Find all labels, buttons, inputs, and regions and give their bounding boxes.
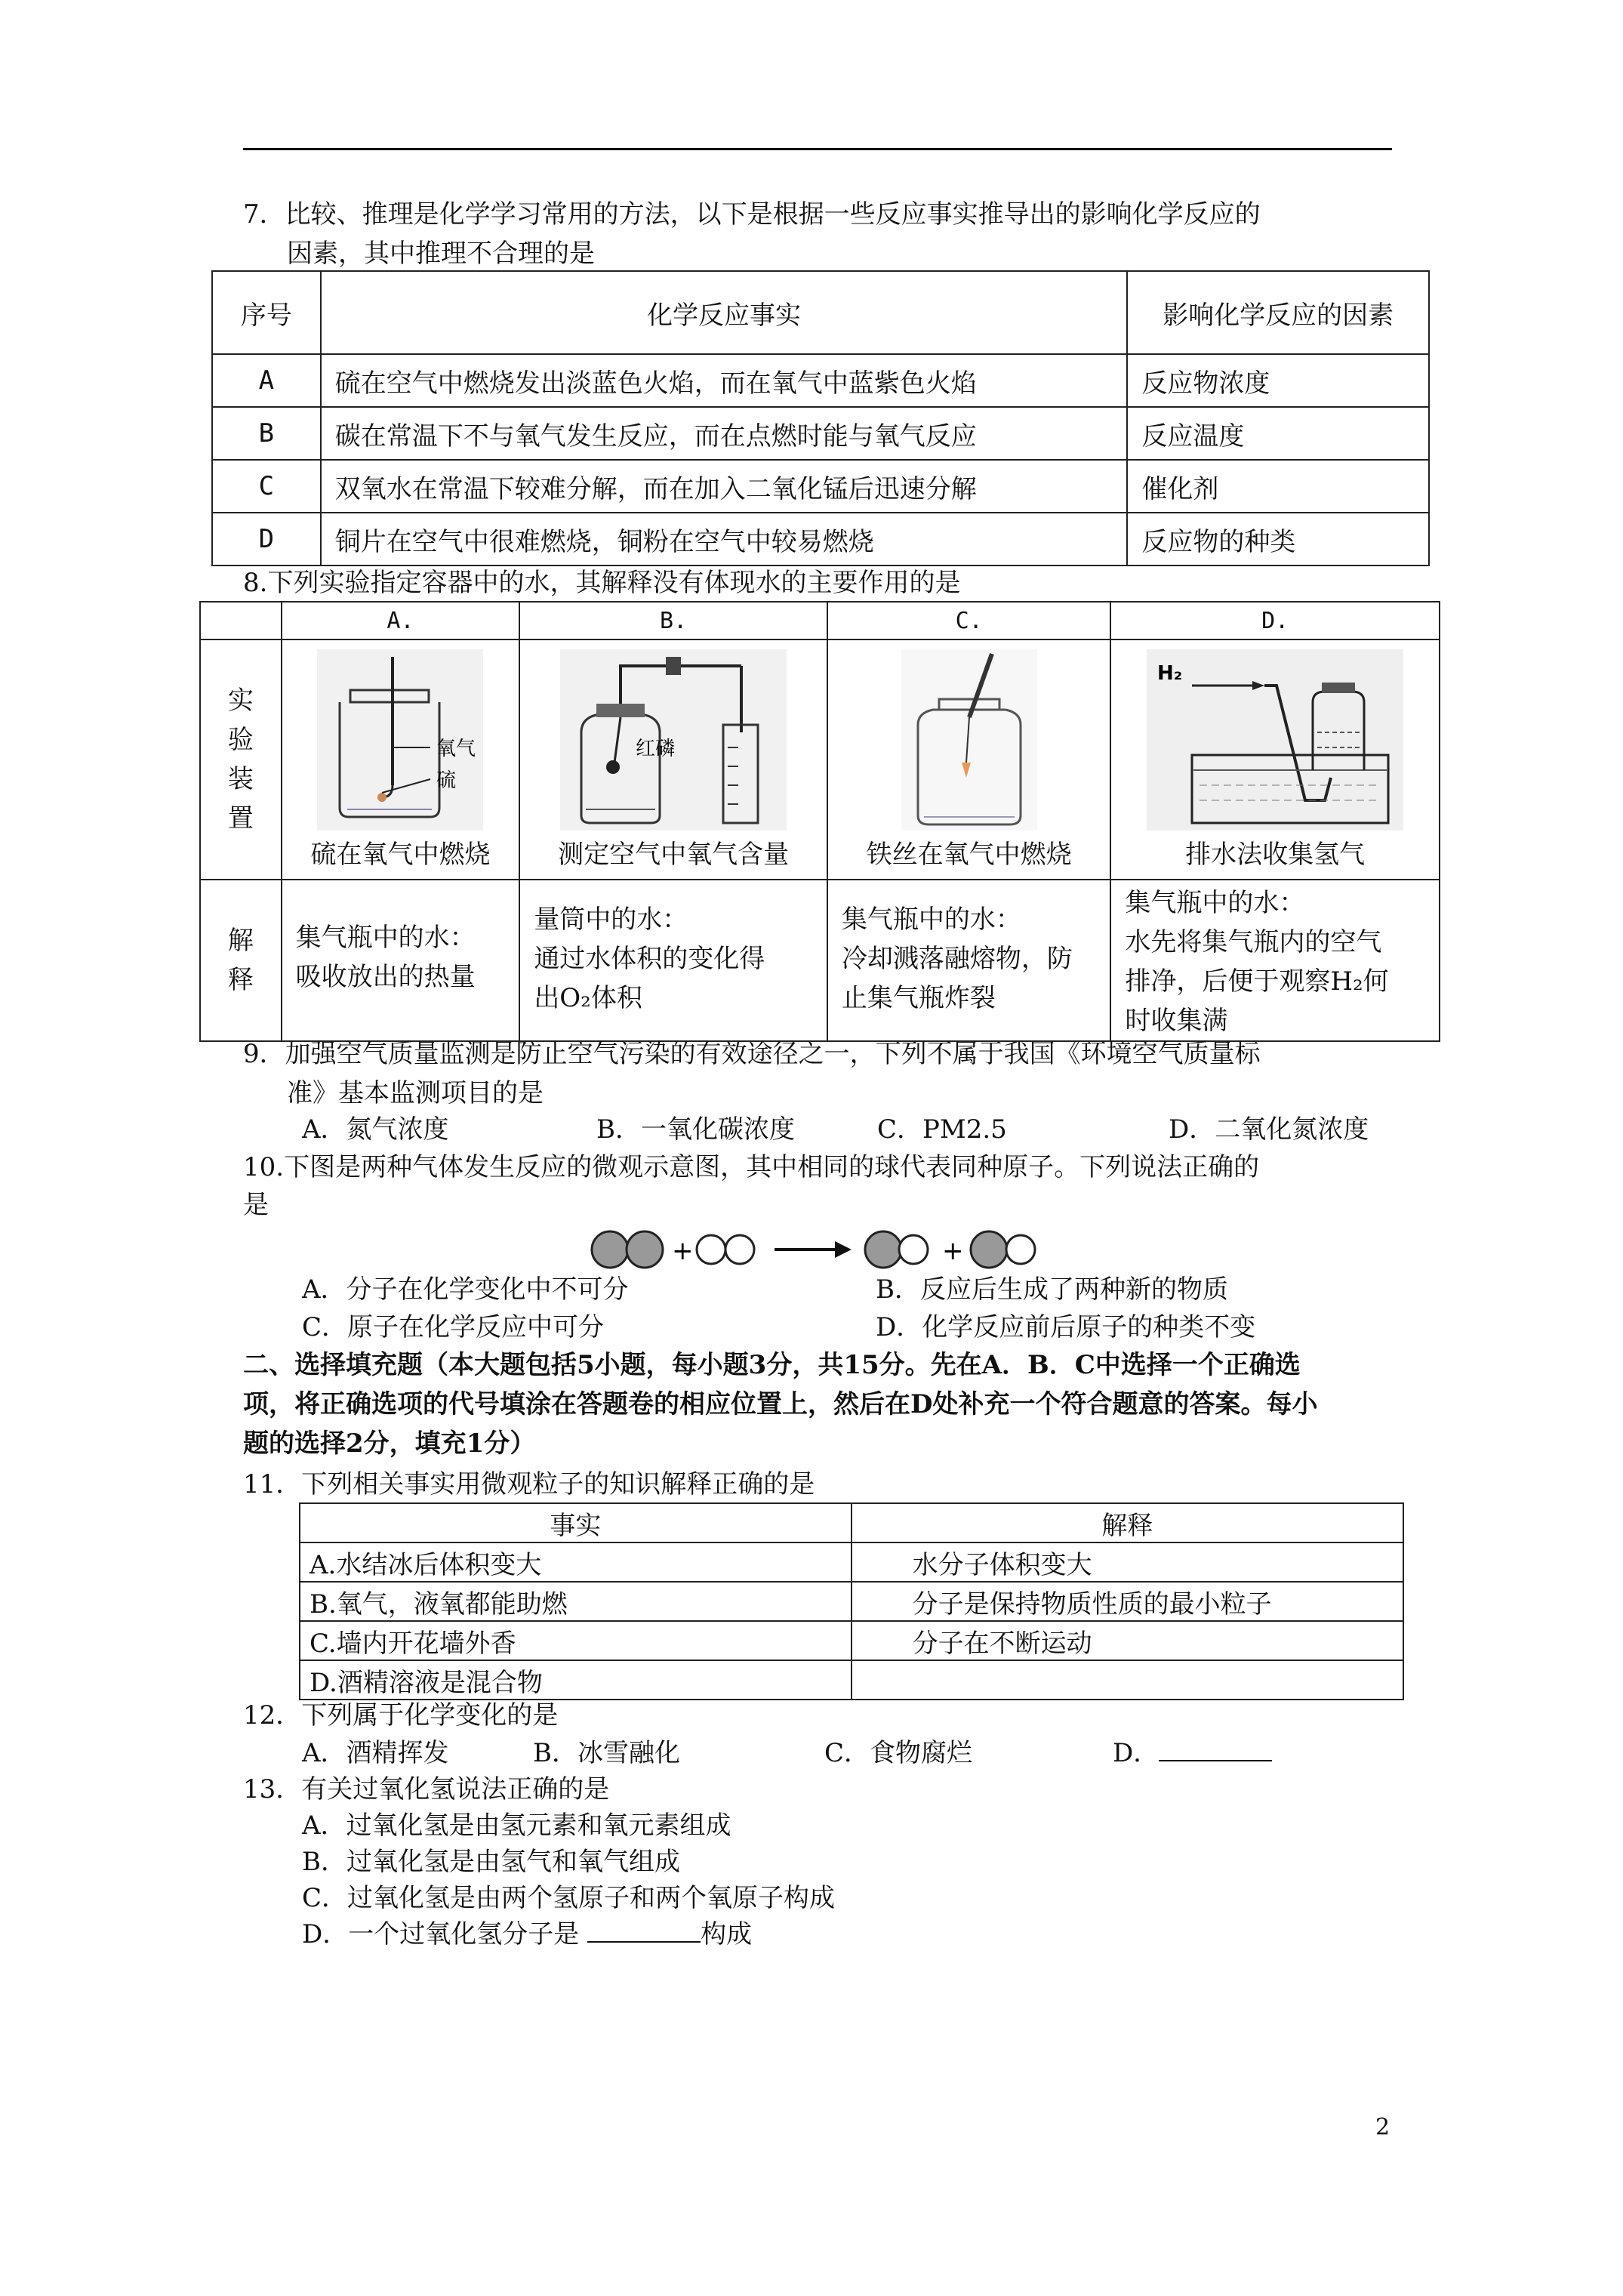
q12-stem: 12．下列属于化学变化的是 <box>243 1700 559 1730</box>
q12-answer-blank[interactable] <box>1159 1737 1272 1761</box>
q8-row-label-explanation: 解 释 <box>200 880 282 1041</box>
q9-option-a: A．氮气浓度 <box>302 1114 449 1145</box>
q12-option-a: A．酒精挥发 <box>302 1738 449 1768</box>
q8-option-b: B. <box>519 602 827 639</box>
reaction-micro-diagram <box>589 1223 1057 1276</box>
q7-row-a-index: A <box>212 354 321 407</box>
q8-apparatus-c <box>827 639 1111 880</box>
q13-option-b: B．过氧化氢是由氢气和氧气组成 <box>302 1847 680 1877</box>
q8-apparatus-d <box>1110 639 1440 880</box>
q7-row-c-factor: 催化剂 <box>1127 460 1429 513</box>
q13-option-c: C．过氧化氢是由两个氢原子和两个氧原子构成 <box>302 1883 836 1913</box>
q13-answer-blank[interactable] <box>587 1918 701 1943</box>
q8-apparatus-a <box>282 639 520 880</box>
q7-header-fact: 化学反应事实 <box>321 271 1128 354</box>
q9-stem-line2: 准》基本监测项目的是 <box>287 1078 544 1108</box>
q10-option-d: D．化学反应前后原子的种类不变 <box>876 1312 1256 1342</box>
q7-row-d-fact: 铜片在空气中很难燃烧，铜粉在空气中较易燃烧 <box>321 513 1128 566</box>
section2-heading-line3: 题的选择2分，填充1分） <box>243 1428 536 1459</box>
q10-stem-line1: 10.下图是两种气体发生反应的微观示意图，其中相同的球代表同种原子。下列说法正确的 <box>243 1152 1260 1182</box>
sulfur-burning-diagram <box>317 649 483 831</box>
q10-stem-line2: 是 <box>243 1190 269 1220</box>
q8-explanation-d: 集气瓶中的水： 水先将集气瓶内的空气 排净，后便于观察H₂何 时收集满 <box>1110 880 1440 1041</box>
q9-stem-line1: 9．加强空气质量监测是防止空气污染的有效途径之一，下列不属于我国《环境空气质量标 <box>243 1039 1261 1069</box>
q9-option-d: D．二氧化氮浓度 <box>1169 1114 1369 1145</box>
q8-caption-b: 测定空气中氧气含量 <box>558 839 790 870</box>
phosphorus-label: 红磷 <box>636 737 676 760</box>
q7-header-factor: 影响化学反应的因素 <box>1127 271 1429 354</box>
q8-option-c: C. <box>827 602 1111 639</box>
q8-explanation-b: 量筒中的水： 通过水体积的变化得 出O₂体积 <box>519 880 827 1041</box>
q13-stem: 13．有关过氧化氢说法正确的是 <box>243 1774 610 1804</box>
q7-row-b-fact: 碳在常温下不与氧气发生反应，而在点燃时能与氧气反应 <box>321 407 1128 460</box>
q8-table <box>199 601 1440 1042</box>
q7-row-d-factor: 反应物的种类 <box>1127 513 1429 566</box>
svg-text:+: + <box>942 1236 964 1266</box>
q8-caption-c: 铁丝在氧气中燃烧 <box>866 839 1072 870</box>
q8-explanation-c: 集气瓶中的水： 冷却溅落融熔物，防 止集气瓶炸裂 <box>827 880 1111 1041</box>
q11-row-a-fact: A.水结冰后体积变大 <box>300 1542 852 1582</box>
q13-option-a: A．过氧化氢是由氢元素和氧元素组成 <box>302 1811 731 1841</box>
q8-stem: 8.下列实验指定容器中的水，其解释没有体现水的主要作用的是 <box>243 568 961 598</box>
q9-option-c: C．PM2.5 <box>877 1114 1007 1145</box>
q8-explanation-a: 集气瓶中的水： 吸收放出的热量 <box>282 880 520 1041</box>
q7-row-a-fact: 硫在空气中燃烧发出淡蓝色火焰，而在氧气中蓝紫色火焰 <box>321 354 1128 407</box>
q10-option-b: B．反应后生成了两种新的物质 <box>876 1274 1228 1305</box>
q11-header-explanation: 解释 <box>852 1503 1403 1542</box>
section2-heading-line2: 项，将正确选项的代号填涂在答题卷的相应位置上，然后在D处补充一个符合题意的答案。每小 <box>243 1389 1318 1419</box>
q7-row-b-factor: 反应温度 <box>1127 407 1429 460</box>
q7-stem-line2: 因素，其中推理不合理的是 <box>287 239 595 269</box>
q8-option-d: D. <box>1110 602 1440 639</box>
q11-row-b-explanation: 分子是保持物质性质的最小粒子 <box>852 1582 1403 1621</box>
q7-stem-line1: 7．比较、推理是化学学习常用的方法，以下是根据一些反应事实推导出的影响化学反应的 <box>243 199 1261 230</box>
q11-row-d-fact: D.酒精溶液是混合物 <box>300 1660 852 1700</box>
q12-option-c: C．食物腐烂 <box>824 1738 973 1768</box>
oxygen-label: 氧气 <box>436 737 476 760</box>
q8-caption-a: 硫在氧气中燃烧 <box>310 839 491 870</box>
q10-option-a: A．分子在化学变化中不可分 <box>302 1274 629 1305</box>
q7-table <box>211 270 1430 566</box>
q7-header-index: 序号 <box>212 271 321 354</box>
q12-option-b: B．冰雪融化 <box>533 1738 680 1768</box>
q7-row-c-index: C <box>212 460 321 513</box>
q7-row-a-factor: 反应物浓度 <box>1127 354 1429 407</box>
q13-option-d: D．一个过氧化氢分子是 构成 <box>302 1919 753 1949</box>
q11-row-c-explanation: 分子在不断运动 <box>852 1621 1403 1660</box>
h2-label: H₂ <box>1157 661 1183 685</box>
q10-option-c: C．原子在化学反应中可分 <box>302 1312 605 1342</box>
q9-option-b: B．一氧化碳浓度 <box>596 1114 795 1145</box>
section2-heading-line1: 二、选择填充题（本大题包括5小题，每小题3分，共15分。先在A．B．C中选择一个正确选 <box>243 1350 1301 1380</box>
q12-option-d: D． <box>1113 1737 1272 1770</box>
q11-row-c-fact: C.墙内开花墙外香 <box>300 1621 852 1660</box>
q7-row-c-fact: 双氧水在常温下较难分解，而在加入二氧化锰后迅速分解 <box>321 460 1128 513</box>
page-number: 2 <box>1375 2114 1390 2140</box>
q7-row-d-index: D <box>212 513 321 566</box>
q8-row-label-apparatus: 实 验 装 置 <box>200 639 282 880</box>
q11-table <box>299 1502 1404 1700</box>
hydrogen-collection-diagram <box>1147 649 1403 831</box>
q8-caption-d: 排水法收集氢气 <box>1185 839 1366 870</box>
q8-apparatus-b <box>519 639 827 880</box>
q8-option-a: A. <box>282 602 520 639</box>
q11-row-a-explanation: 水分子体积变大 <box>852 1542 1403 1582</box>
q11-row-d-explanation <box>852 1660 1403 1700</box>
q11-stem: 11．下列相关事实用微观粒子的知识解释正确的是 <box>243 1469 815 1499</box>
sulfur-label: 硫 <box>436 769 457 792</box>
header-rule <box>243 148 1392 150</box>
q7-row-b-index: B <box>212 407 321 460</box>
q11-row-b-fact: B.氧气，液氧都能助燃 <box>300 1582 852 1621</box>
iron-wire-burning-diagram <box>901 649 1037 831</box>
q11-header-fact: 事实 <box>300 1503 852 1542</box>
svg-text:+: + <box>672 1236 694 1266</box>
oxygen-content-diagram <box>560 649 787 831</box>
